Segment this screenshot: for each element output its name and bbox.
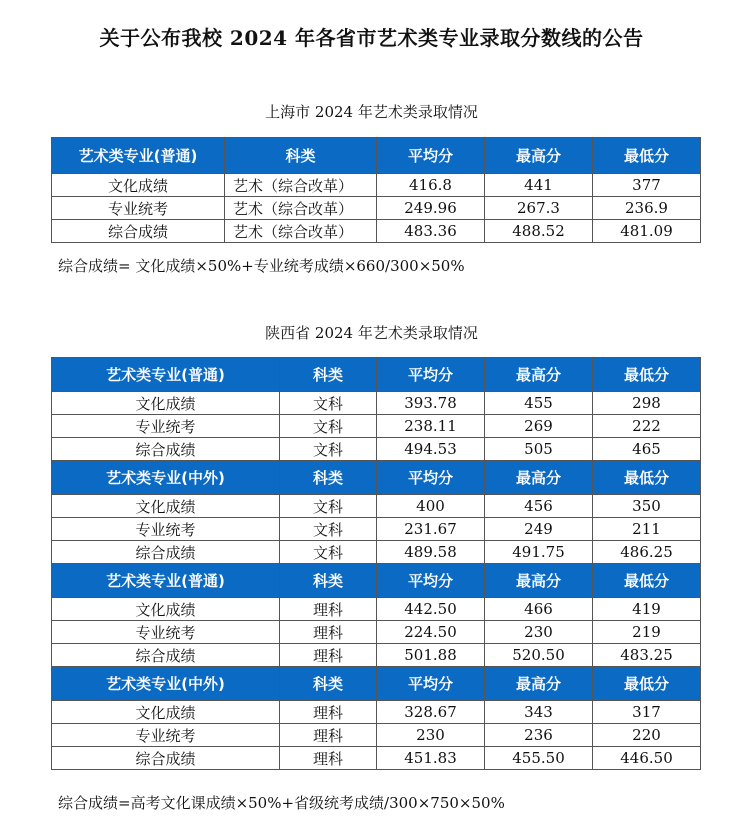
cell-min: 317 [593, 701, 701, 724]
cell-min: 222 [593, 415, 701, 438]
cell-item: 专业统考 [52, 518, 280, 541]
header-max: 最高分 [485, 667, 593, 701]
header-major: 艺术类专业(中外) [52, 667, 280, 701]
header-min: 最低分 [593, 667, 701, 701]
cell-item: 文化成绩 [52, 598, 280, 621]
shaanxi-score-table [51, 357, 701, 770]
cell-max: 249 [485, 518, 593, 541]
cell-item: 专业统考 [52, 724, 280, 747]
table-row [52, 598, 701, 621]
cell-category: 文科 [280, 541, 377, 564]
shanghai-formula-note: 综合成绩= 文化成绩×50%+专业统考成绩×660/300×50% [58, 257, 465, 275]
cell-min: 465 [593, 438, 701, 461]
cell-max: 236 [485, 724, 593, 747]
cell-category: 理科 [280, 747, 377, 770]
group-header-row [52, 358, 701, 392]
cell-min: 419 [593, 598, 701, 621]
table-row [52, 621, 701, 644]
header-category: 科类 [280, 564, 377, 598]
cell-item: 综合成绩 [52, 438, 280, 461]
cell-item: 文化成绩 [52, 701, 280, 724]
header-major: 艺术类专业(普通) [52, 138, 225, 174]
group-header-row [52, 564, 701, 598]
cell-category: 艺术（综合改革） [225, 197, 377, 220]
cell-max: 230 [485, 621, 593, 644]
cell-average: 501.88 [377, 644, 485, 667]
cell-item: 文化成绩 [52, 495, 280, 518]
cell-max: 455.50 [485, 747, 593, 770]
table-row [52, 495, 701, 518]
header-average: 平均分 [377, 358, 485, 392]
header-max: 最高分 [485, 138, 593, 174]
cell-category: 艺术（综合改革） [225, 220, 377, 243]
cell-item: 综合成绩 [52, 747, 280, 770]
shanghai-score-table [51, 137, 701, 243]
header-category: 科类 [225, 138, 377, 174]
header-min: 最低分 [593, 138, 701, 174]
cell-average: 489.58 [377, 541, 485, 564]
table-row [52, 438, 701, 461]
shaanxi-formula-note: 综合成绩=高考文化课成绩×50%+省级统考成绩/300×750×50% [58, 794, 505, 812]
table-row [52, 392, 701, 415]
header-category: 科类 [280, 358, 377, 392]
header-max: 最高分 [485, 564, 593, 598]
cell-item: 综合成绩 [52, 644, 280, 667]
cell-min: 446.50 [593, 747, 701, 770]
header-average: 平均分 [377, 461, 485, 495]
cell-item: 专业统考 [52, 197, 225, 220]
shaanxi-table-body [52, 358, 701, 770]
page-title: 关于公布我校 2024 年各省市艺术类专业录取分数线的公告 [99, 26, 644, 50]
cell-item: 综合成绩 [52, 220, 225, 243]
cell-min: 298 [593, 392, 701, 415]
cell-average: 416.8 [377, 174, 485, 197]
cell-category: 文科 [280, 495, 377, 518]
header-category: 科类 [280, 461, 377, 495]
table-row [52, 174, 701, 197]
header-max: 最高分 [485, 358, 593, 392]
cell-item: 专业统考 [52, 415, 280, 438]
header-major: 艺术类专业(普通) [52, 358, 280, 392]
group-header-row [52, 667, 701, 701]
cell-max: 505 [485, 438, 593, 461]
cell-average: 224.50 [377, 621, 485, 644]
header-average: 平均分 [377, 667, 485, 701]
cell-category: 理科 [280, 724, 377, 747]
cell-average: 231.67 [377, 518, 485, 541]
cell-category: 理科 [280, 644, 377, 667]
cell-max: 466 [485, 598, 593, 621]
cell-min: 211 [593, 518, 701, 541]
cell-category: 文科 [280, 415, 377, 438]
cell-category: 文科 [280, 392, 377, 415]
shanghai-caption: 上海市 2024 年艺术类录取情况 [265, 103, 478, 121]
header-min: 最低分 [593, 564, 701, 598]
cell-max: 455 [485, 392, 593, 415]
cell-category: 理科 [280, 598, 377, 621]
cell-max: 267.3 [485, 197, 593, 220]
cell-average: 483.36 [377, 220, 485, 243]
cell-min: 236.9 [593, 197, 701, 220]
cell-max: 456 [485, 495, 593, 518]
cell-min: 483.25 [593, 644, 701, 667]
cell-max: 520.50 [485, 644, 593, 667]
header-category: 科类 [280, 667, 377, 701]
table-row [52, 701, 701, 724]
table-row [52, 747, 701, 770]
table-row [52, 644, 701, 667]
cell-average: 451.83 [377, 747, 485, 770]
cell-min: 350 [593, 495, 701, 518]
cell-min: 377 [593, 174, 701, 197]
cell-item: 文化成绩 [52, 174, 225, 197]
cell-max: 491.75 [485, 541, 593, 564]
cell-category: 理科 [280, 701, 377, 724]
cell-max: 441 [485, 174, 593, 197]
group-header-row [52, 461, 701, 495]
cell-min: 219 [593, 621, 701, 644]
header-average: 平均分 [377, 564, 485, 598]
table-row [52, 518, 701, 541]
cell-item: 综合成绩 [52, 541, 280, 564]
cell-min: 486.25 [593, 541, 701, 564]
cell-category: 文科 [280, 518, 377, 541]
cell-category: 理科 [280, 621, 377, 644]
cell-average: 494.53 [377, 438, 485, 461]
cell-category: 文科 [280, 438, 377, 461]
cell-average: 393.78 [377, 392, 485, 415]
table-row [52, 415, 701, 438]
cell-category: 艺术（综合改革） [225, 174, 377, 197]
cell-average: 400 [377, 495, 485, 518]
table-header-row [52, 138, 701, 174]
cell-max: 269 [485, 415, 593, 438]
header-major: 艺术类专业(中外) [52, 461, 280, 495]
cell-average: 442.50 [377, 598, 485, 621]
cell-average: 249.96 [377, 197, 485, 220]
cell-average: 238.11 [377, 415, 485, 438]
cell-item: 专业统考 [52, 621, 280, 644]
table-row [52, 197, 701, 220]
table-row [52, 541, 701, 564]
cell-max: 343 [485, 701, 593, 724]
cell-average: 328.67 [377, 701, 485, 724]
header-average: 平均分 [377, 138, 485, 174]
shaanxi-caption: 陕西省 2024 年艺术类录取情况 [265, 324, 478, 342]
cell-max: 488.52 [485, 220, 593, 243]
cell-item: 文化成绩 [52, 392, 280, 415]
header-max: 最高分 [485, 461, 593, 495]
header-min: 最低分 [593, 461, 701, 495]
cell-average: 230 [377, 724, 485, 747]
cell-min: 481.09 [593, 220, 701, 243]
cell-min: 220 [593, 724, 701, 747]
table-row [52, 724, 701, 747]
header-min: 最低分 [593, 358, 701, 392]
header-major: 艺术类专业(普通) [52, 564, 280, 598]
table-row [52, 220, 701, 243]
